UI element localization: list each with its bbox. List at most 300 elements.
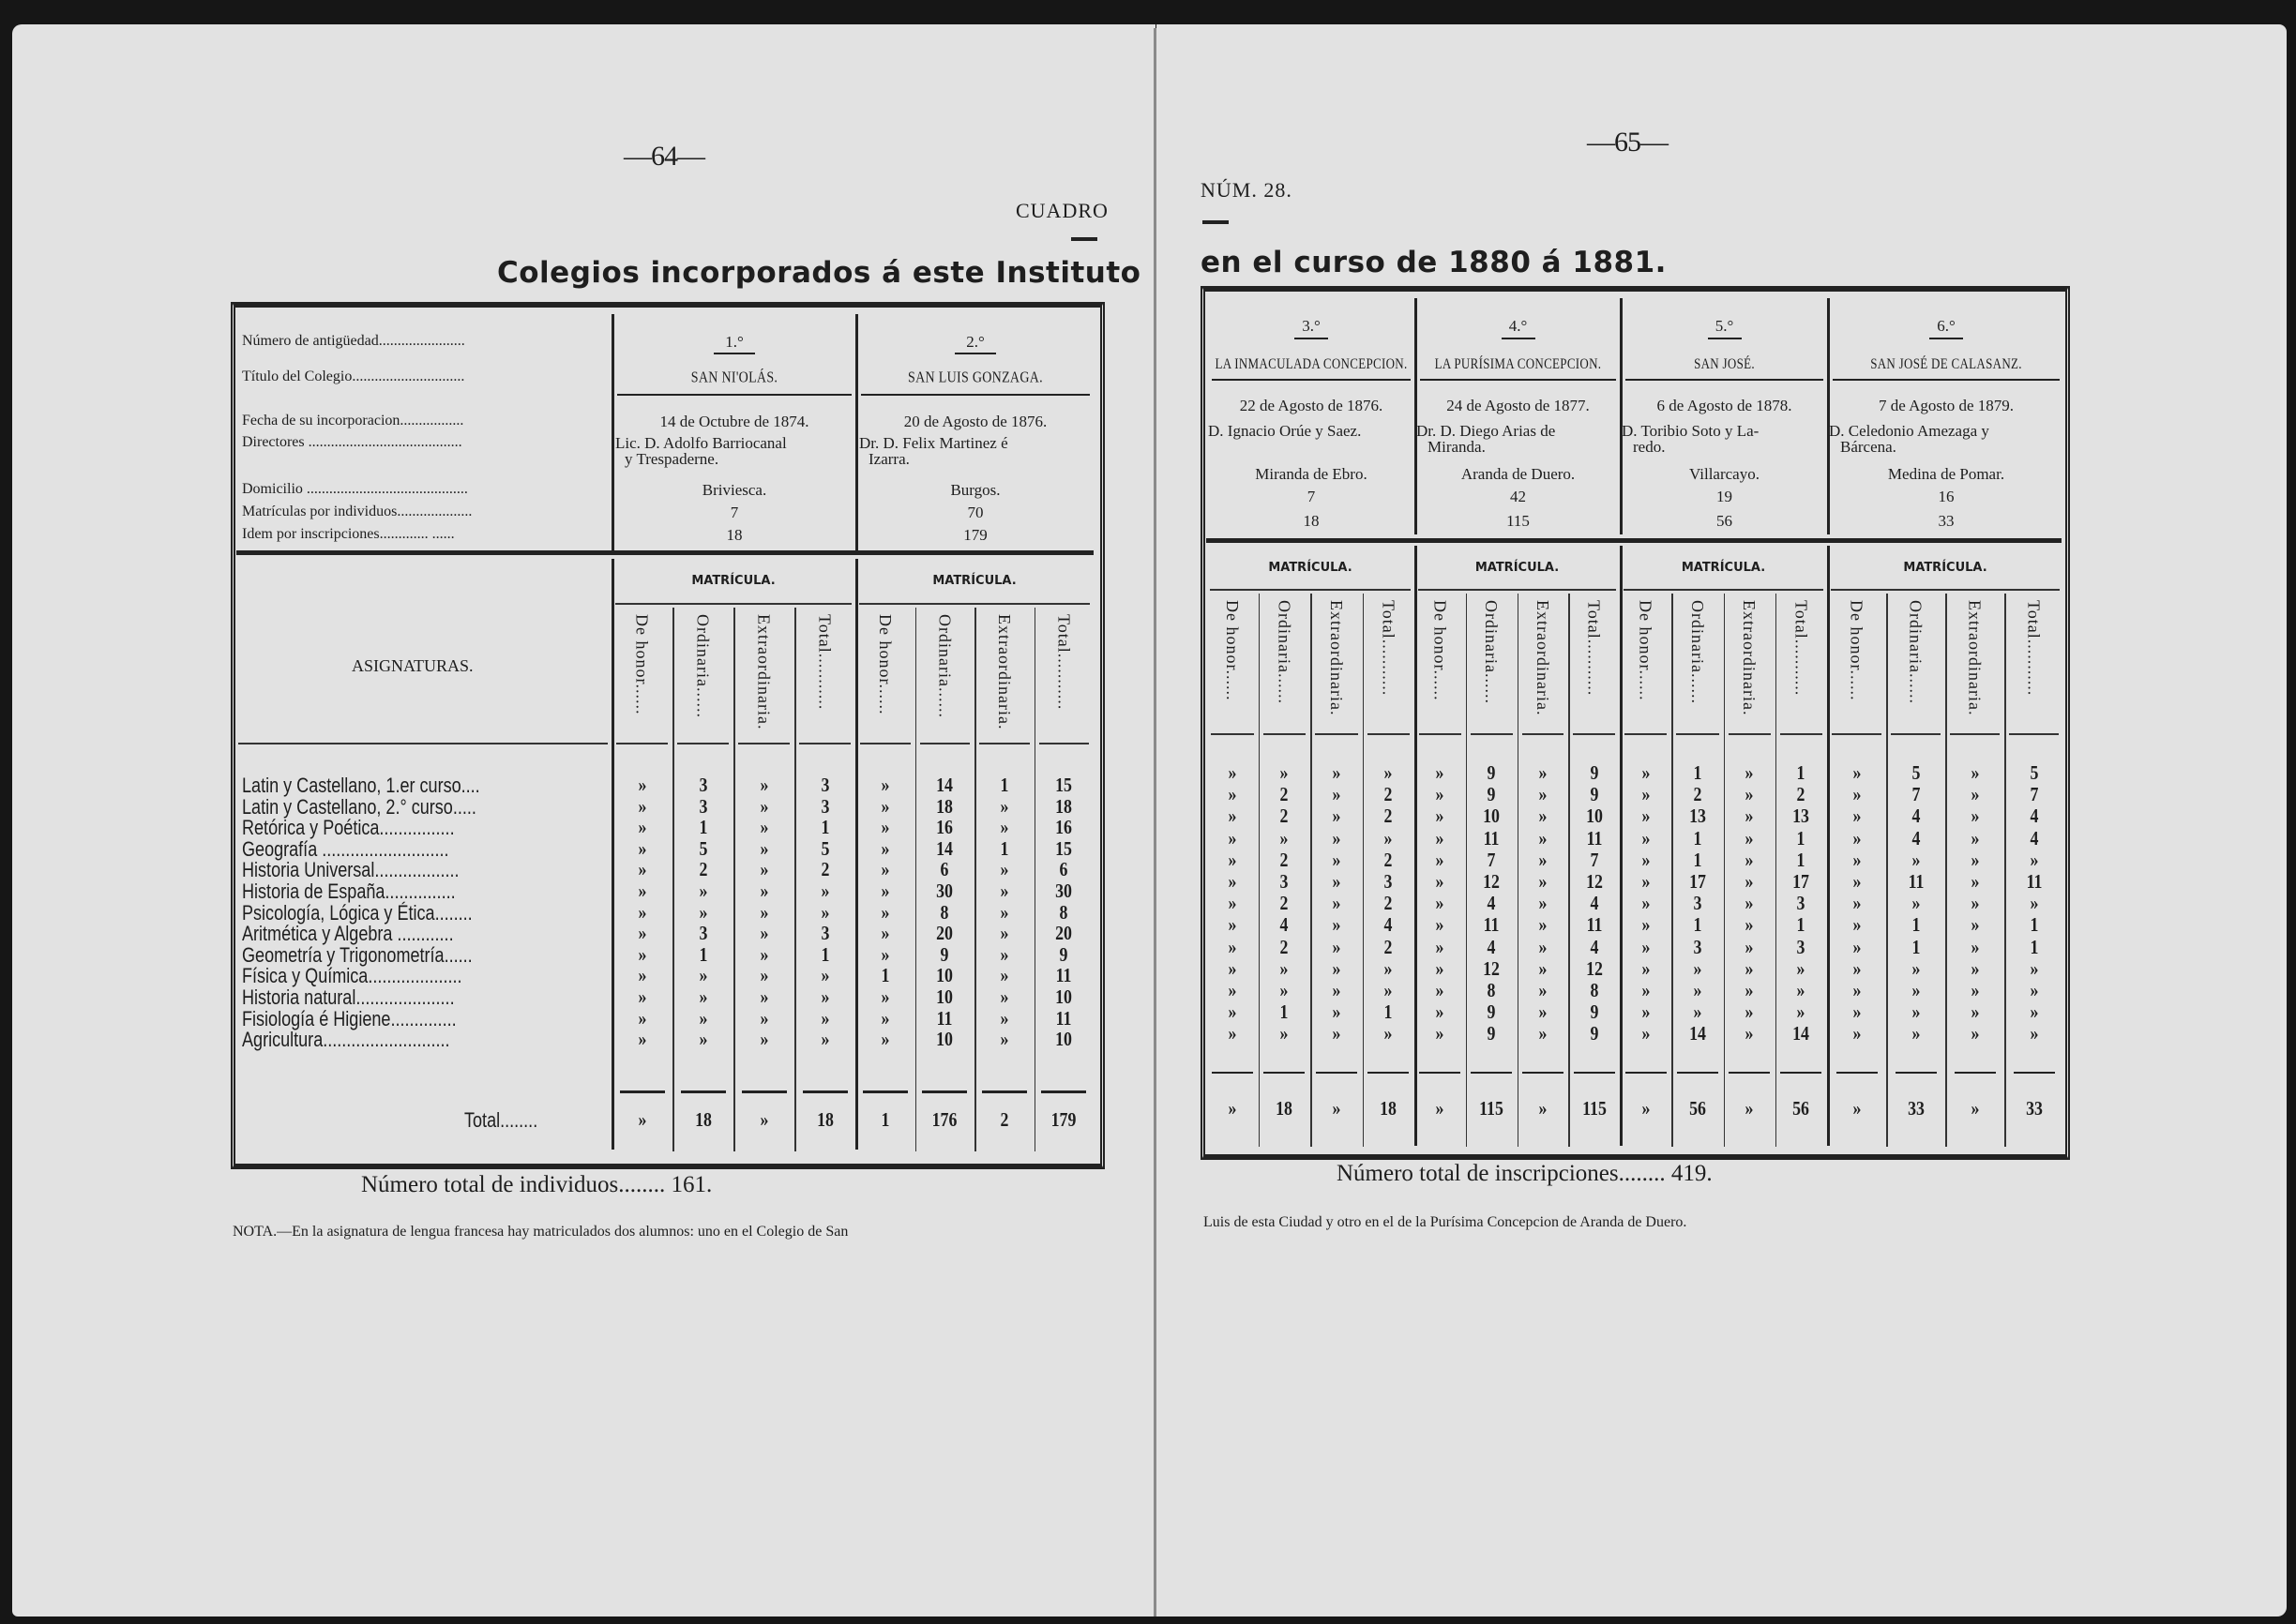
college-name: SAN LUIS GONZAGA.: [908, 369, 1043, 387]
data-cell: 4: [1590, 892, 1599, 915]
data-cell: 11: [1483, 913, 1500, 937]
data-cell: »: [1971, 761, 1979, 784]
column-divider: [855, 314, 858, 553]
data-cell: »: [881, 794, 890, 818]
data-cell: 7: [2030, 783, 2038, 806]
row-label-fecha: Fecha de su incorporacion.................: [242, 413, 464, 429]
data-cell: »: [1228, 848, 1237, 871]
college-domicile: Aranda de Duero.: [1460, 465, 1576, 483]
data-cell: »: [881, 880, 890, 902]
data-cell: 3: [1796, 935, 1805, 958]
data-cell: 8: [1059, 900, 1068, 924]
data-cell: »: [1538, 848, 1548, 871]
data-cell: »: [1228, 892, 1237, 915]
sub-column-header: De honor......: [1222, 600, 1242, 701]
college-number: 4.°: [1508, 317, 1528, 335]
total-rule: [1729, 1072, 1770, 1074]
data-cell: »: [1383, 1022, 1393, 1045]
college-number: 2.°: [966, 333, 985, 351]
book-gutter: [1154, 28, 1156, 1616]
total-rule: [2014, 1072, 2055, 1074]
sub-column-divider: [1035, 608, 1036, 1151]
data-cell: 3: [821, 794, 829, 818]
data-cell: »: [1693, 1000, 1702, 1024]
data-cell: 9: [1487, 761, 1496, 784]
data-cell: »: [1852, 956, 1861, 980]
data-cell: 9: [1487, 1022, 1496, 1045]
sub-header-underline: [677, 743, 729, 744]
data-cell: »: [1332, 979, 1341, 1001]
data-cell: »: [881, 985, 890, 1008]
data-cell: 7: [1590, 848, 1599, 871]
data-cell: »: [1745, 783, 1754, 806]
data-cell: »: [638, 836, 646, 860]
data-cell: »: [1745, 826, 1754, 850]
data-cell: 11: [1586, 826, 1603, 850]
data-cell: 2: [1383, 848, 1393, 871]
data-cell: 1: [2030, 935, 2038, 958]
college-number: 3.°: [1302, 317, 1321, 335]
college-director: Lic. D. Adolfo Barriocanal: [615, 434, 787, 452]
data-cell: »: [881, 858, 890, 881]
data-cell: »: [1538, 956, 1548, 980]
sub-header-underline: [1315, 733, 1358, 735]
data-cell: »: [1383, 979, 1393, 1001]
total-rule: [1836, 1072, 1878, 1074]
data-cell: 4: [1590, 935, 1599, 958]
total-cell: »: [1971, 1097, 1979, 1120]
data-cell: »: [881, 836, 890, 860]
row-label-titulo: Título del Colegio..............................: [242, 368, 465, 384]
total-rule: [1677, 1072, 1718, 1074]
sub-header-underline: [920, 743, 971, 744]
sub-column-divider: [672, 608, 674, 1151]
data-cell: 10: [1055, 985, 1073, 1008]
sub-column-divider: [1518, 594, 1519, 1147]
sub-column-header: Ordinaria......: [1482, 600, 1502, 704]
data-cell: »: [638, 964, 646, 987]
sub-column-header: De honor......: [1430, 600, 1450, 701]
total-cell: 56: [1688, 1097, 1706, 1120]
data-cell: 3: [821, 922, 829, 945]
data-cell: 8: [1590, 979, 1599, 1001]
data-cell: 14: [1792, 1022, 1810, 1045]
data-cell: »: [1228, 913, 1237, 937]
data-cell: »: [1435, 826, 1444, 850]
row-label-matric_ind: Matrículas por individuos....................: [242, 504, 473, 519]
data-cell: »: [1852, 783, 1861, 806]
data-cell: »: [1000, 858, 1009, 881]
total-inscriptions: Número total de inscripciones........ 419.: [1337, 1161, 1713, 1186]
matricula-underline: [1418, 589, 1616, 591]
data-cell: »: [821, 985, 829, 1008]
data-cell: »: [1000, 942, 1009, 966]
sub-header-underline: [738, 743, 790, 744]
data-cell: 12: [1483, 956, 1501, 980]
number-underline: [714, 353, 755, 354]
data-cell: »: [1435, 1022, 1444, 1045]
data-cell: »: [1745, 979, 1754, 1001]
data-cell: »: [638, 816, 646, 839]
column-divider: [612, 314, 614, 553]
name-underline: [861, 394, 1090, 396]
number-underline: [1502, 338, 1535, 339]
data-cell: 1: [821, 816, 829, 839]
data-cell: »: [1693, 979, 1702, 1001]
data-cell: »: [1332, 913, 1341, 937]
subject-name: Psicología, Lógica y Ética........: [242, 900, 473, 925]
college-name: SAN JOSÉ DE CALASANZ.: [1870, 354, 2022, 372]
total-cell: »: [1228, 1097, 1237, 1120]
sub-column-header: Ordinaria......: [1687, 600, 1707, 704]
data-cell: »: [638, 1006, 646, 1030]
data-cell: »: [1852, 935, 1861, 958]
data-cell: »: [1435, 761, 1444, 784]
data-cell: 10: [1585, 804, 1603, 828]
data-cell: »: [1435, 979, 1444, 1001]
column-divider: [612, 559, 614, 1150]
sub-header-underline: [1624, 733, 1667, 735]
sub-column-divider: [1945, 594, 1947, 1147]
college-director: D. Celedonio Amezaga y: [1829, 422, 1989, 440]
data-cell: »: [1641, 783, 1651, 806]
data-cell: 2: [1279, 783, 1289, 806]
data-cell: »: [1745, 804, 1754, 828]
sub-header-underline: [979, 743, 1030, 744]
sub-column-divider: [1363, 594, 1365, 1147]
total-rule: [1780, 1072, 1821, 1074]
data-cell: »: [1332, 826, 1341, 850]
total-cell: 115: [1479, 1097, 1504, 1120]
data-cell: 3: [1383, 870, 1393, 893]
total-rule: [922, 1090, 967, 1093]
data-cell: »: [1641, 956, 1651, 980]
data-cell: »: [1228, 979, 1237, 1001]
data-cell: 1: [1693, 913, 1702, 937]
data-cell: »: [1538, 1000, 1548, 1024]
sub-header-underline: [1676, 733, 1718, 735]
subject-name: Física y Química....................: [242, 964, 462, 988]
data-cell: »: [1641, 804, 1651, 828]
sub-header-underline: [1471, 733, 1513, 735]
data-cell: »: [1332, 892, 1341, 915]
data-cell: »: [760, 880, 768, 902]
data-cell: »: [1911, 979, 1920, 1001]
name-underline: [1212, 379, 1411, 381]
data-cell: 5: [699, 836, 707, 860]
sub-column-divider: [733, 608, 735, 1151]
data-cell: 3: [1279, 870, 1289, 893]
data-cell: 1: [1693, 848, 1702, 871]
number-underline: [955, 353, 996, 354]
data-cell: »: [1538, 783, 1548, 806]
data-cell: 1: [1000, 774, 1009, 796]
data-cell: »: [1971, 783, 1979, 806]
data-cell: »: [1435, 848, 1444, 871]
total-rule: [1471, 1072, 1512, 1074]
data-cell: 7: [1911, 783, 1920, 806]
data-cell: 2: [1383, 935, 1393, 958]
data-cell: 1: [699, 942, 707, 966]
data-cell: 4: [1487, 935, 1496, 958]
total-rule: [1212, 1072, 1253, 1074]
data-cell: »: [638, 900, 646, 924]
data-cell: »: [638, 880, 646, 902]
sub-column-divider: [1724, 594, 1726, 1147]
data-cell: »: [699, 880, 707, 902]
total-cell: 18: [694, 1108, 712, 1131]
data-cell: »: [760, 794, 768, 818]
sub-column-divider: [915, 608, 917, 1151]
data-cell: 1: [1796, 848, 1805, 871]
data-cell: »: [1332, 870, 1341, 893]
college-number: 6.°: [1937, 317, 1956, 335]
data-cell: 12: [1585, 870, 1603, 893]
matricula-underline: [1210, 589, 1411, 591]
data-cell: 8: [940, 900, 949, 924]
data-cell: »: [760, 922, 768, 945]
data-cell: »: [1228, 956, 1237, 980]
data-cell: »: [881, 816, 890, 839]
data-cell: »: [1971, 848, 1979, 871]
data-cell: 2: [821, 858, 829, 881]
data-cell: 1: [699, 816, 707, 839]
sub-header-underline: [860, 743, 911, 744]
total-cell: »: [760, 1108, 768, 1131]
total-rule: [1522, 1072, 1563, 1074]
sub-column-divider: [974, 608, 976, 1151]
data-cell: 13: [1688, 804, 1706, 828]
sub-column-header: Extraordinaria.: [1740, 600, 1760, 716]
data-cell: »: [1538, 761, 1548, 784]
data-cell: 10: [936, 964, 954, 987]
data-cell: 15: [1055, 774, 1073, 796]
total-cell: »: [1745, 1097, 1754, 1120]
sub-column-header: Ordinaria......: [1906, 600, 1926, 704]
data-cell: »: [1641, 935, 1651, 958]
college-director: Dr. D. Diego Arias de: [1416, 422, 1556, 440]
college-number: 1.°: [725, 333, 744, 351]
total-rule: [1263, 1072, 1305, 1074]
name-underline: [617, 394, 852, 396]
data-cell: 1: [1693, 826, 1702, 850]
data-cell: »: [1000, 964, 1009, 987]
total-rule: [1316, 1072, 1357, 1074]
data-cell: 1: [1911, 935, 1920, 958]
data-cell: »: [699, 900, 707, 924]
data-cell: »: [699, 964, 707, 987]
data-cell: »: [1971, 892, 1979, 915]
data-cell: »: [1852, 1022, 1861, 1045]
data-cell: »: [638, 1028, 646, 1051]
college-individuals: 19: [1716, 488, 1732, 505]
data-cell: 10: [936, 985, 954, 1008]
data-cell: 1: [1383, 1000, 1393, 1024]
data-cell: 4: [1911, 826, 1920, 850]
total-cell: 18: [1380, 1097, 1397, 1120]
data-cell: »: [1971, 804, 1979, 828]
matricula-label: MATRÍCULA.: [932, 574, 1017, 588]
matricula-label: MATRÍCULA.: [691, 574, 776, 588]
sub-header-underline: [1950, 733, 2000, 735]
data-cell: »: [1000, 1028, 1009, 1051]
data-cell: 3: [699, 774, 707, 796]
data-cell: 17: [1792, 870, 1810, 893]
data-cell: 3: [1796, 892, 1805, 915]
data-cell: »: [760, 1028, 768, 1051]
row-label-numero: Número de antigüedad.......................: [242, 333, 465, 349]
data-cell: »: [1332, 1000, 1341, 1024]
sub-column-header: Total...........: [2024, 600, 2044, 697]
data-cell: »: [1000, 1006, 1009, 1030]
row-label-domicilio: Domicilio ...........................................: [242, 481, 468, 497]
data-cell: »: [760, 900, 768, 924]
sub-column-header: Extraordinaria.: [1533, 600, 1552, 716]
data-cell: »: [1971, 935, 1979, 958]
data-cell: »: [2030, 979, 2038, 1001]
data-cell: »: [1971, 1022, 1979, 1045]
data-cell: »: [2030, 956, 2038, 980]
data-cell: »: [1228, 1022, 1237, 1045]
data-cell: »: [1852, 1000, 1861, 1024]
total-rule: [742, 1090, 787, 1093]
data-cell: »: [1641, 826, 1651, 850]
data-cell: 11: [2026, 870, 2042, 893]
total-rule: [1955, 1072, 1996, 1074]
matricula-label: MATRÍCULA.: [1474, 561, 1560, 575]
sub-column-header: De honor......: [1636, 600, 1655, 701]
data-cell: 12: [1585, 956, 1603, 980]
college-domicile: Miranda de Ebro.: [1255, 465, 1367, 483]
matricula-label: MATRÍCULA.: [1681, 561, 1766, 575]
matricula-underline: [1831, 589, 2060, 591]
subject-name: Fisiología é Higiene..............: [242, 1006, 457, 1030]
column-divider: [1827, 546, 1830, 1146]
note-continuation: Luis de esta Ciudad y otro en el de la Purísima Concepcion de Aranda de Duero.: [1203, 1214, 1687, 1230]
data-cell: »: [1538, 1022, 1548, 1045]
data-cell: »: [1435, 1000, 1444, 1024]
sub-column-header: Extraordinaria.: [994, 614, 1014, 730]
data-cell: »: [1538, 979, 1548, 1001]
data-cell: 3: [699, 794, 707, 818]
sub-column-header: De honor......: [875, 614, 895, 715]
column-divider: [1827, 298, 1830, 534]
college-individuals: 70: [967, 504, 984, 521]
subject-name: Historia natural.....................: [242, 985, 455, 1009]
data-cell: »: [1971, 826, 1979, 850]
data-cell: »: [881, 1006, 890, 1030]
data-cell: 9: [940, 942, 949, 966]
data-cell: »: [1852, 826, 1861, 850]
data-cell: 2: [1383, 892, 1393, 915]
data-cell: 4: [2030, 804, 2038, 828]
data-cell: 4: [1279, 913, 1289, 937]
data-cell: 10: [1483, 804, 1501, 828]
sub-column-divider: [1775, 594, 1777, 1147]
data-cell: »: [1435, 892, 1444, 915]
data-cell: 4: [2030, 826, 2038, 850]
data-cell: »: [1852, 913, 1861, 937]
data-cell: 9: [1590, 761, 1599, 784]
matricula-underline: [615, 603, 852, 605]
data-cell: 5: [1911, 761, 1920, 784]
total-cell: 33: [1907, 1097, 1925, 1120]
matricula-underline: [859, 603, 1090, 605]
subject-name: Historia Universal..................: [242, 858, 460, 882]
divider-dash: [1202, 220, 1229, 224]
data-cell: »: [638, 922, 646, 945]
sub-header-underline: [799, 743, 851, 744]
college-director: D. Ignacio Orúe y Saez.: [1208, 422, 1362, 440]
college-number: 5.°: [1714, 317, 1734, 335]
data-cell: »: [1745, 870, 1754, 893]
subject-name: Retórica y Poética................: [242, 816, 455, 840]
data-cell: 2: [1279, 892, 1289, 915]
data-cell: »: [1641, 979, 1651, 1001]
name-underline: [1420, 379, 1616, 381]
data-cell: 1: [1911, 913, 1920, 937]
data-cell: »: [1538, 892, 1548, 915]
data-cell: »: [1641, 870, 1651, 893]
subject-name: Agricultura...........................: [242, 1028, 450, 1052]
data-cell: 7: [1487, 848, 1496, 871]
sub-column-divider: [1259, 594, 1261, 1147]
data-cell: »: [1332, 1022, 1341, 1045]
data-cell: 11: [1055, 1006, 1072, 1030]
page-title-left: Colegios incorporados á este Instituto: [497, 256, 1141, 290]
college-director-cont: Miranda.: [1427, 438, 1486, 456]
sub-column-header: Total...........: [1584, 600, 1604, 697]
data-cell: 6: [940, 858, 949, 881]
data-cell: »: [1641, 848, 1651, 871]
data-cell: »: [1852, 848, 1861, 871]
sub-header-underline: [1367, 733, 1411, 735]
data-cell: 4: [1487, 892, 1496, 915]
subject-name: Geografía ...........................: [242, 836, 449, 861]
college-individuals: 16: [1938, 488, 1955, 505]
data-cell: »: [1911, 848, 1920, 871]
data-cell: »: [1279, 826, 1289, 850]
sub-column-header: Ordinaria......: [693, 614, 713, 718]
data-cell: »: [760, 942, 768, 966]
data-cell: »: [881, 900, 890, 924]
total-cell: »: [638, 1108, 646, 1131]
total-individuals: Número total de individuos........ 161.: [361, 1172, 713, 1197]
data-cell: »: [1383, 826, 1393, 850]
data-cell: »: [1971, 956, 1979, 980]
data-cell: »: [1641, 1022, 1651, 1045]
data-cell: »: [1435, 913, 1444, 937]
page-title-right: en el curso de 1880 á 1881.: [1201, 246, 1667, 279]
number-underline: [1708, 338, 1742, 339]
total-rule: [1625, 1072, 1667, 1074]
college-name: SAN JOSÉ.: [1694, 354, 1755, 372]
data-cell: 14: [1688, 1022, 1706, 1045]
data-cell: »: [881, 774, 890, 796]
column-divider: [1414, 546, 1417, 1146]
header-underline: [238, 743, 608, 744]
sub-column-header: Ordinaria......: [1275, 600, 1294, 704]
total-rule: [1574, 1072, 1615, 1074]
data-cell: 6: [1059, 858, 1068, 881]
data-cell: »: [638, 794, 646, 818]
sub-header-underline: [1263, 733, 1307, 735]
sub-column-header: De honor......: [632, 614, 652, 715]
data-cell: »: [1279, 1022, 1289, 1045]
data-cell: »: [1745, 848, 1754, 871]
total-rule: [982, 1090, 1027, 1093]
college-date: 6 de Agosto de 1878.: [1656, 397, 1792, 414]
